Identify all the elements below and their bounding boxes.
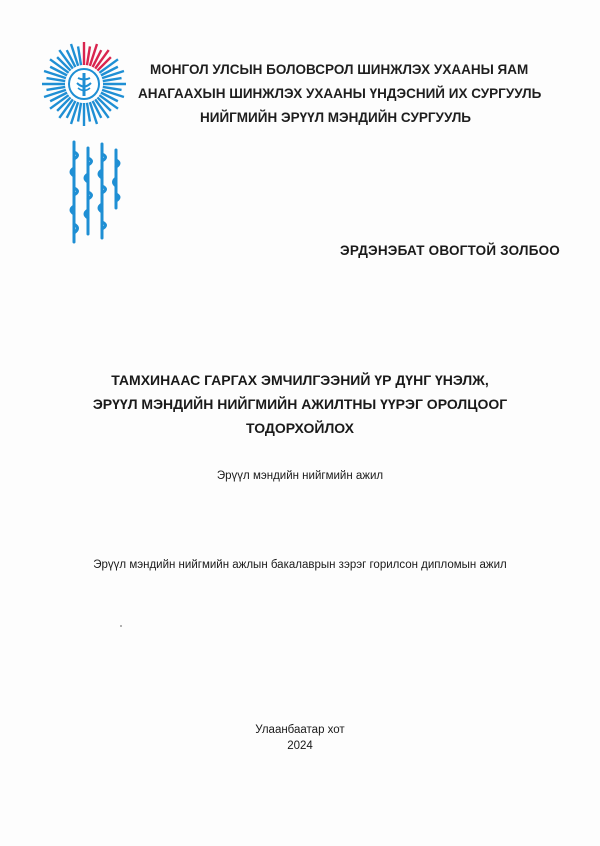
place: Улаанбаатар хот: [255, 724, 345, 736]
thesis-title-line: ЭРҮҮЛ МЭНДИЙН НИЙГМИЙН АЖИЛТНЫ ҮҮРЭГ ОРОЛЦООГ: [92, 396, 508, 412]
logo-ray: [87, 46, 90, 65]
logo-ray: [46, 78, 65, 81]
field-of-study: Эрүүл мэндийн нийгмийн ажил: [216, 470, 384, 482]
logo-ray: [78, 46, 81, 65]
school-name: НИЙГМИЙН ЭРҮҮЛ МЭНДИЙН СУРГУУЛЬ: [200, 110, 472, 125]
thesis-title: [40, 368, 560, 440]
logo-ray: [87, 103, 90, 122]
author-name: ЭРДЭНЭБАТ ОВОГТОЙ ЗОЛБОО: [340, 243, 560, 258]
university-logo-icon: [40, 40, 128, 128]
university-name: АНАГААХЫН ШИНЖЛЭХ УХААНЫ ҮНДЭСНИЙ ИХ СУРГУУЛЬ: [138, 86, 542, 101]
logo-ray: [46, 87, 65, 90]
place-and-year: [40, 722, 560, 754]
thesis-title-line: ТОДОРХОЙЛОХ: [245, 420, 355, 436]
thesis-title-line: ТАМХИНААС ГАРГАХ ЭМЧИЛГЭЭНИЙ ҮР ДҮНГ ҮНЭЛЖ,: [111, 372, 489, 388]
mongolian-script-logo: [66, 138, 128, 248]
year: 2024: [287, 740, 313, 752]
scan-speck: [120, 625, 122, 627]
logo-ray: [103, 78, 122, 81]
logo-ray: [103, 87, 122, 90]
degree-statement: Эрүүл мэндийн нийгмийн ажлын бакалаврын зэрэг горилсон дипломын ажил: [93, 559, 507, 571]
logo-ray: [78, 103, 81, 122]
institution-header: [138, 58, 578, 130]
ministry-name: МОНГОЛ УЛСЫН БОЛОВСРОЛ ШИНЖЛЭХ УХААНЫ ЯАМ: [150, 62, 529, 77]
